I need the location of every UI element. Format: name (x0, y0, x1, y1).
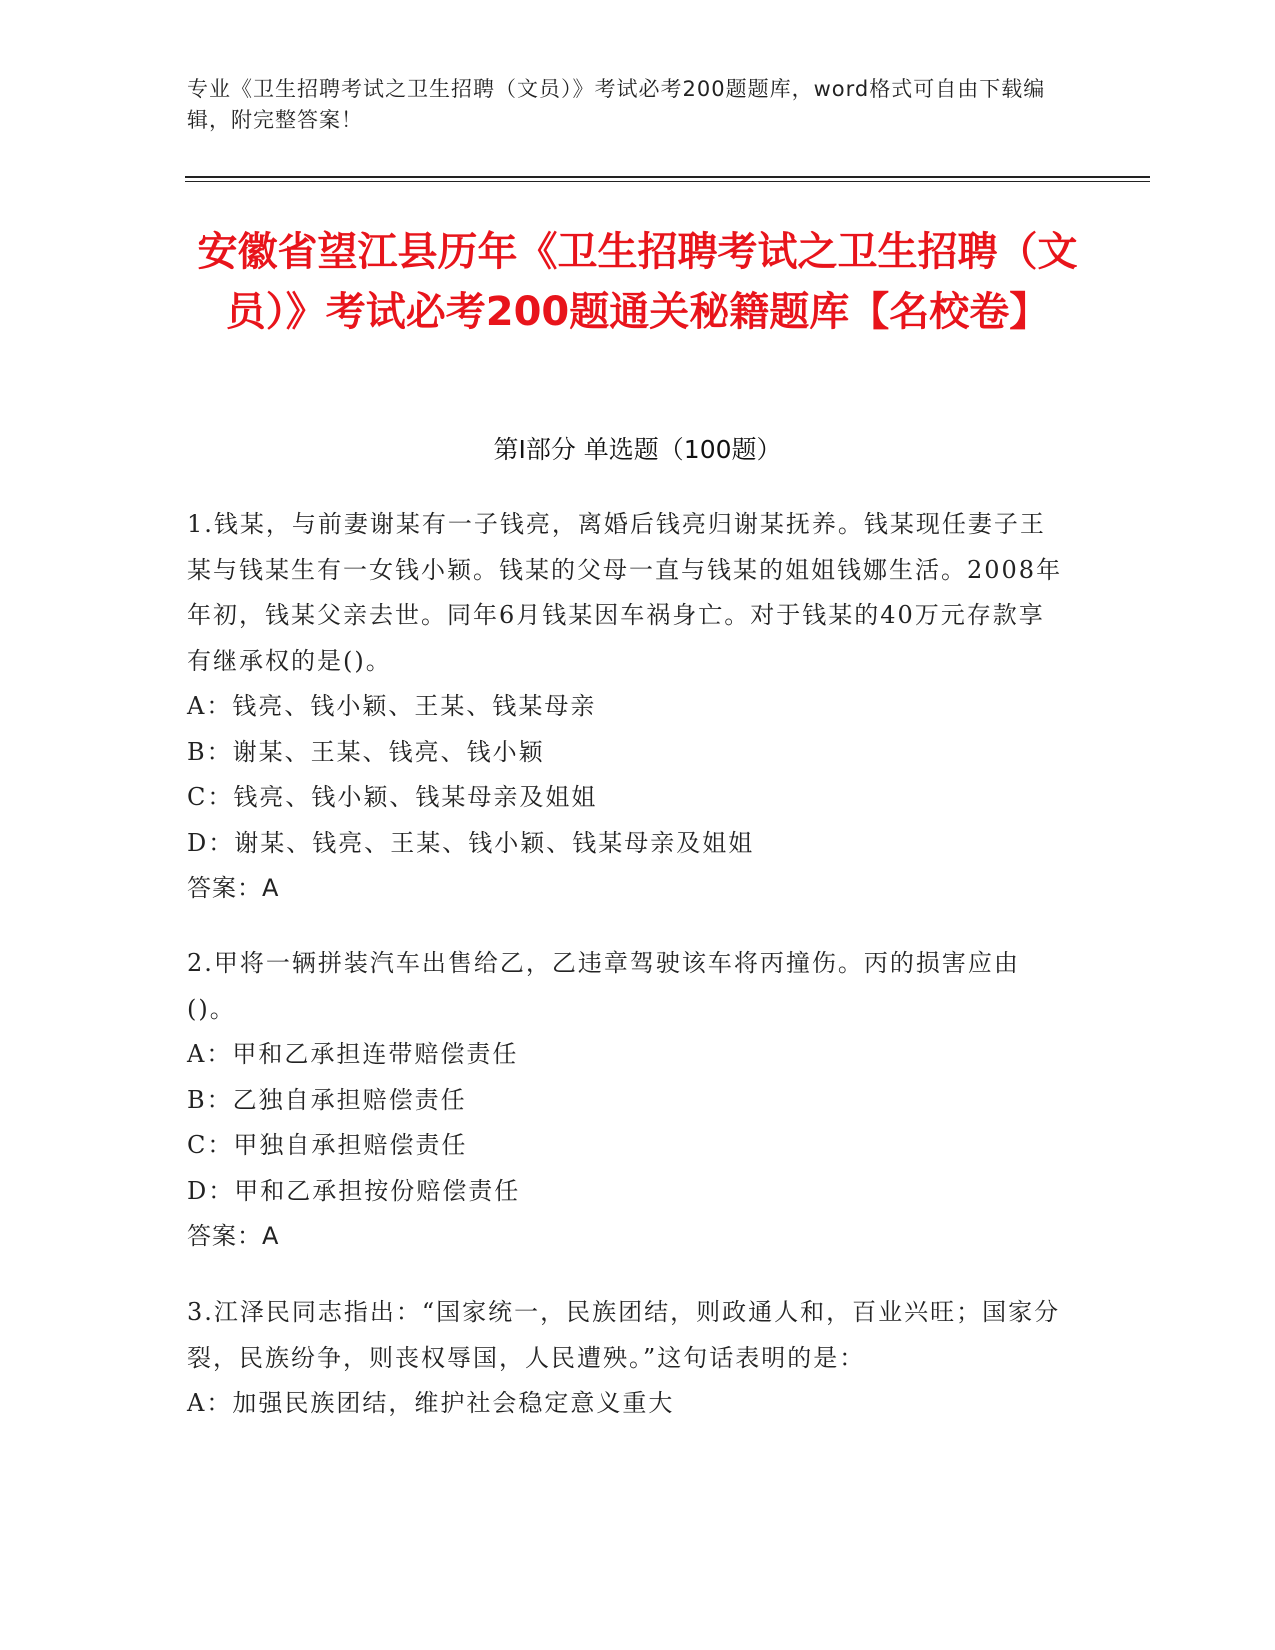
header-note: 专业《卫生招聘考试之卫生招聘（文员）》考试必考200题题库，word格式可自由下载编辑，附完整答案！ (187, 77, 1046, 132)
document-title: 安徽省望江县历年《卫生招聘考试之卫生招聘（文员）》考试必考200题通关秘籍题库【名校卷】 (197, 229, 1078, 335)
answer: 答案：A (187, 1222, 280, 1250)
question-3 (187, 1290, 1067, 1427)
option-a: A：钱亮、钱小颖、王某、钱某母亲 (187, 692, 597, 720)
answer: 答案：A (187, 874, 280, 902)
question-stem: 3.江泽民同志指出：“国家统一，民族团结，则政通人和，百业兴旺；国家分裂，民族纷争，则丧权辱国，人民遭殃。”这句话表明的是： (187, 1298, 1061, 1372)
header-rule-thick (185, 176, 1150, 178)
option-b: B：谢某、王某、钱亮、钱小颖 (187, 737, 545, 766)
option-a: A：加强民族团结，维护社会稳定意义重大 (187, 1389, 675, 1417)
section-heading: 第I部分 单选题（100题） (493, 435, 782, 464)
header-rule-thin (185, 181, 1150, 182)
option-c: C：甲独自承担赔偿责任 (187, 1131, 468, 1159)
question-1 (187, 502, 1067, 912)
option-b: B：乙独自承担赔偿责任 (187, 1085, 467, 1114)
option-d: D：谢某、钱亮、王某、钱小颖、钱某母亲及姐姐 (187, 828, 755, 857)
option-a: A：甲和乙承担连带赔偿责任 (187, 1040, 519, 1068)
question-stem: 1.钱某，与前妻谢某有一子钱亮，离婚后钱亮归谢某抚养。钱某现任妻子王某与钱某生有一女钱小颖。钱某的父母一直与钱某的姐姐钱娜生活。2008年年初，钱某父亲去世。同年6月钱某因车祸身亡。对于钱某的40万元存款享有继承权的是()。 (187, 510, 1063, 675)
option-c: C：钱亮、钱小颖、钱某母亲及姐姐 (187, 783, 598, 811)
question-2 (187, 941, 1067, 1260)
option-d: D：甲和乙承担按份赔偿责任 (187, 1176, 521, 1205)
question-stem: 2.甲将一辆拼装汽车出售给乙，乙违章驾驶该车将丙撞伤。丙的损害应由()。 (187, 949, 1020, 1023)
